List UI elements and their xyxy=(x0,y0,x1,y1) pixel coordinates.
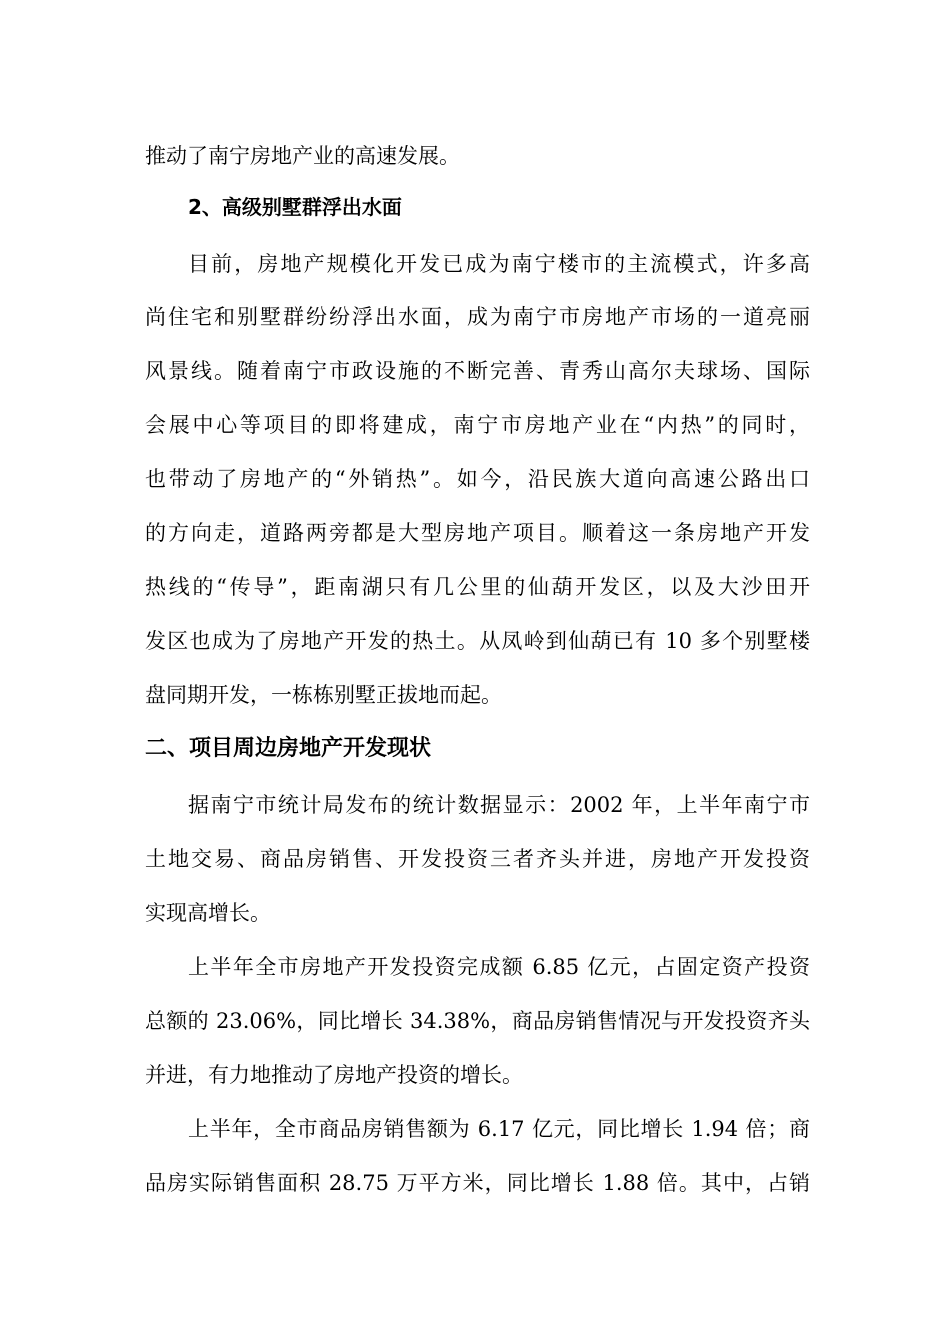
section-heading: 二、项目周边房地产开发现状 xyxy=(145,736,432,761)
paragraph-line: 据南宁市统计局发布的统计数据显示：2002 年，上半年南宁市 xyxy=(188,793,810,817)
paragraph-line: 风景线。随着南宁市政设施的不断完善、青秀山高尔夫球场、国际 xyxy=(145,359,810,383)
paragraph-line: 尚住宅和别墅群纷纷浮出水面，成为南宁市房地产市场的一道亮丽 xyxy=(145,305,810,329)
paragraph-line: 也带动了房地产的“外销热”。如今，沿民族大道向高速公路出口 xyxy=(145,467,810,491)
paragraph-line: 盘同期开发，一栋栋别墅正拔地而起。 xyxy=(145,683,502,707)
paragraph-line: 上半年，全市商品房销售额为 6.17 亿元，同比增长 1.94 倍；商 xyxy=(188,1117,810,1141)
paragraph-line: 实现高增长。 xyxy=(145,901,271,925)
paragraph-line: 发区也成为了房地产开发的热土。从凤岭到仙葫已有 10 多个别墅楼 xyxy=(145,629,810,653)
paragraph-line: 土地交易、商品房销售、开发投资三者齐头并进，房地产开发投资 xyxy=(145,847,810,871)
paragraph-line: 总额的 23.06%，同比增长 34.38%，商品房销售情况与开发投资齐头 xyxy=(145,1009,810,1033)
paragraph-line: 并进，有力地推动了房地产投资的增长。 xyxy=(145,1063,523,1087)
paragraph-line: 会展中心等项目的即将建成，南宁市房地产业在“内热”的同时， xyxy=(145,413,810,437)
paragraph-line: 推动了南宁房地产业的高速发展。 xyxy=(145,144,460,168)
paragraph-line: 品房实际销售面积 28.75 万平方米，同比增长 1.88 倍。其中，占销 xyxy=(145,1171,810,1195)
paragraph-line: 的方向走，道路两旁都是大型房地产项目。顺着这一条房地产开发 xyxy=(145,521,810,545)
paragraph-line: 目前，房地产规模化开发已成为南宁楼市的主流模式，许多高 xyxy=(188,252,810,276)
paragraph-line: 热线的“传导”，距南湖只有几公里的仙葫开发区，以及大沙田开 xyxy=(145,575,810,599)
paragraph-line: 上半年全市房地产开发投资完成额 6.85 亿元，占固定资产投资 xyxy=(188,955,810,979)
subheading: 2、高级别墅群浮出水面 xyxy=(188,195,402,219)
